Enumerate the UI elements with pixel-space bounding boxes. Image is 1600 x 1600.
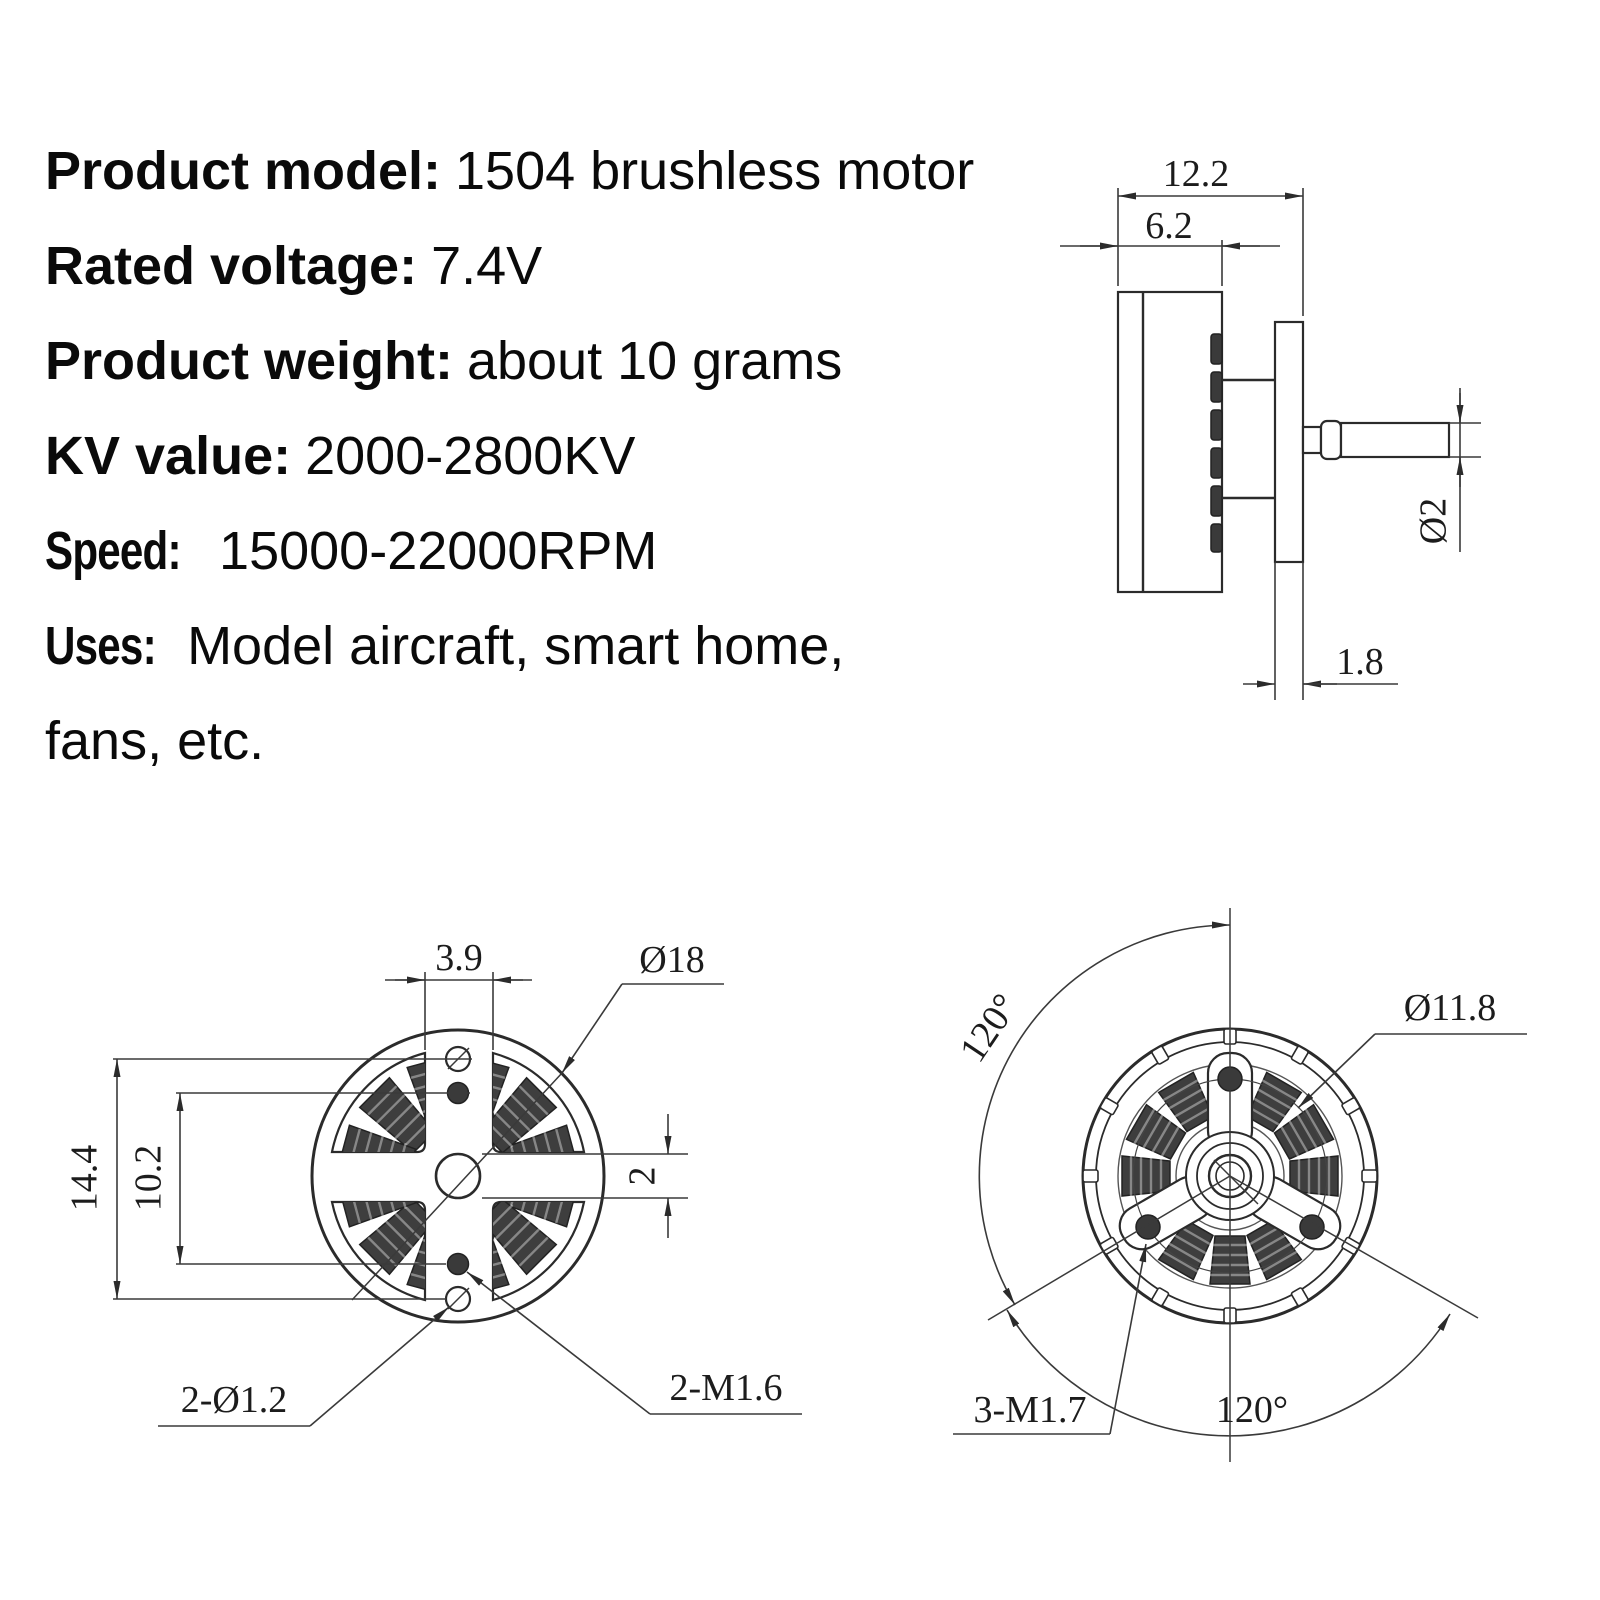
dim-outer-diameter-label: Ø18 xyxy=(639,939,705,981)
dim-total-width-label: 12.2 xyxy=(1162,153,1230,195)
spec-value: 7.4V xyxy=(431,236,543,296)
dim-plate-thickness xyxy=(1243,562,1398,700)
back-view xyxy=(952,908,1527,1462)
spec-label: Product weight: xyxy=(45,331,453,391)
spec-value: Model aircraft, smart home, xyxy=(187,616,845,676)
spec-label: Product model: xyxy=(45,141,442,201)
label-threaded-holes-text: 2-M1.6 xyxy=(669,1367,783,1409)
shaft-hole xyxy=(436,1154,480,1198)
label-screw-holes-text: 3-M1.7 xyxy=(973,1389,1087,1431)
dim-slot-width-label: 3.9 xyxy=(435,937,483,979)
dim-hole-span-inner-label: 10.2 xyxy=(127,1144,170,1212)
motor-bell-outline xyxy=(1118,292,1222,592)
label-through-holes-text: 2-Ø1.2 xyxy=(180,1379,288,1421)
spec-label: KV value: xyxy=(45,426,292,486)
spec-label: Rated voltage: xyxy=(45,236,418,296)
label-through-holes xyxy=(158,1307,449,1426)
dim-shaft-hole-label: 2 xyxy=(621,1166,664,1186)
motor-shaft xyxy=(1341,423,1449,457)
spec-value: fans, etc. xyxy=(45,711,265,771)
dim-angle-lower-label: 120° xyxy=(1215,1389,1289,1431)
dim-plate-thickness-label: 1.8 xyxy=(1336,641,1384,683)
threaded-hole-bottom xyxy=(448,1254,469,1275)
screw-hole-lower-left xyxy=(1136,1215,1160,1239)
spec-label: Uses: xyxy=(45,616,156,676)
dim-bolt-circle-label: Ø11.8 xyxy=(1403,987,1497,1029)
spec-value: about 10 grams xyxy=(466,331,843,391)
spec-value: 1504 brushless motor xyxy=(455,141,975,201)
spec-value: 2000-2800KV xyxy=(305,426,636,486)
dim-shaft-diameter-label: Ø2 xyxy=(1412,497,1455,545)
dim-body-width-label: 6.2 xyxy=(1145,205,1193,247)
dim-angle-upper-label: 120° xyxy=(951,986,1027,1070)
dim-shaft-diameter xyxy=(1413,388,1481,552)
front-view xyxy=(64,937,802,1426)
mounting-plate xyxy=(1275,322,1303,562)
shaft-clip xyxy=(1321,421,1341,459)
dim-body-width xyxy=(1060,205,1280,286)
shaft-collar xyxy=(1303,427,1321,453)
dim-hole-span-outer-label: 14.4 xyxy=(63,1144,106,1212)
label-screw-holes xyxy=(953,1244,1146,1434)
spec-label: Speed: xyxy=(45,521,181,581)
spec-value: 15000-22000RPM xyxy=(219,521,658,581)
side-view xyxy=(1060,153,1481,700)
